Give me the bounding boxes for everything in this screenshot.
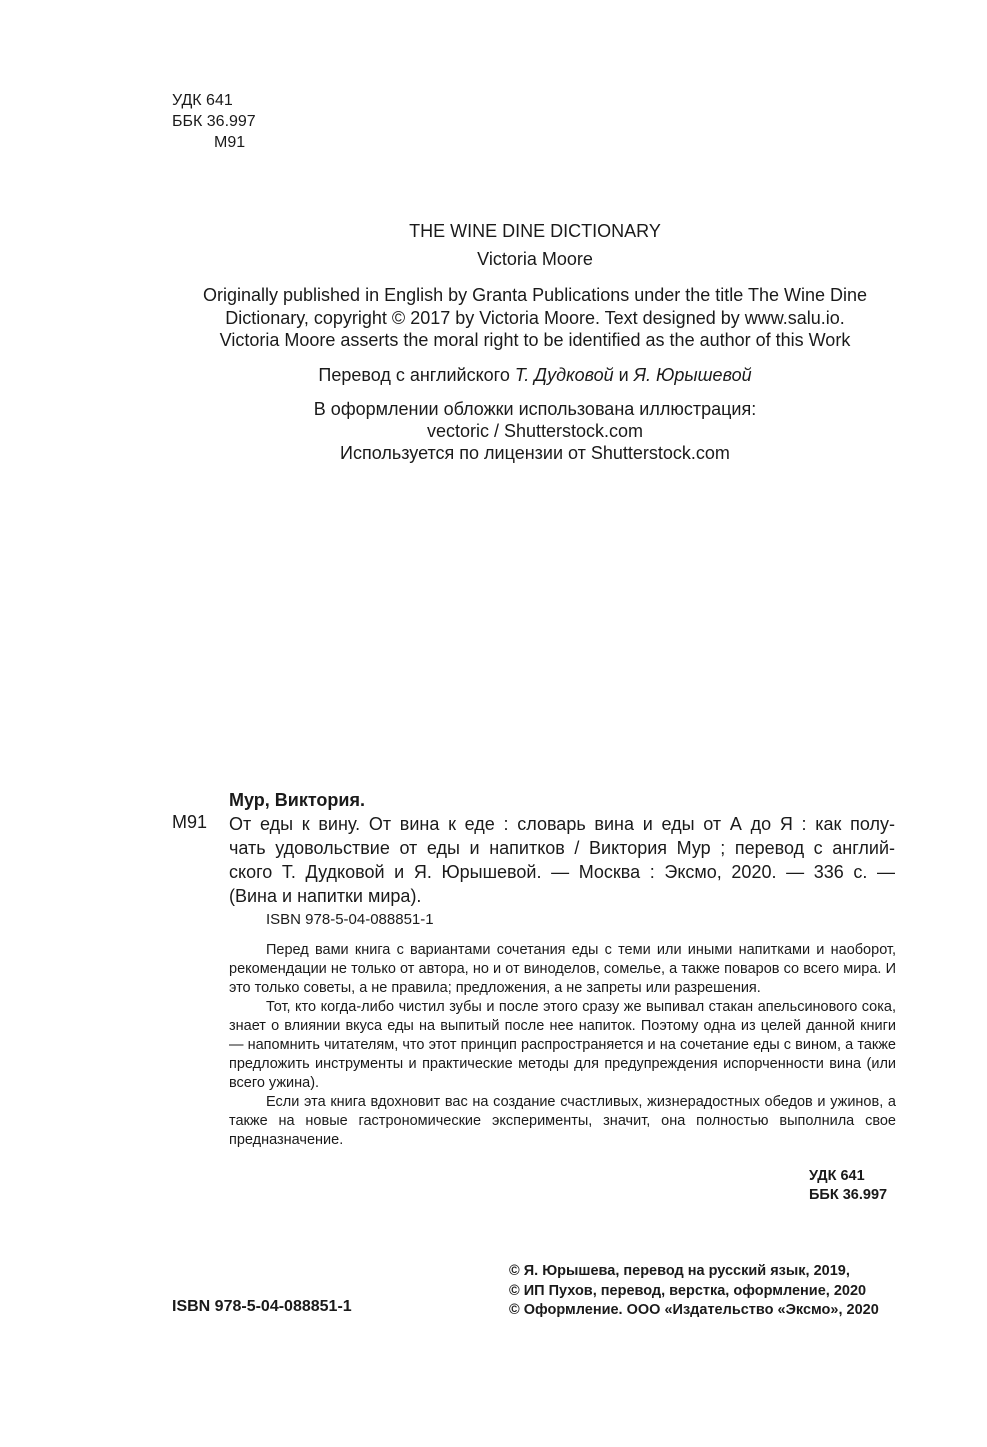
annotation-paragraph: Тот, кто когда-либо чистил зубы и после этого сразу же выпивал стакан апельсинового сока, знает о влиянии вкуса еды на выпитый после нее напиток. Поэтому одна из целей данной книги — напомнить читателям, что этот принцип распространяется и на сочетание еды с вином, а также предложить инструменты и практические методы для предупреждения испорченности вина (или всего ужина). (229, 999, 896, 1091)
reference-author: Мур, Виктория. (229, 790, 365, 810)
reference-line: От еды к вину. От вина к еде : словарь вина и еды от А до Я : как полу- (229, 814, 895, 834)
publication-line: Victoria Moore asserts the moral right to be identified as the author of this Work (219, 330, 851, 350)
reference-line: (Вина и напитки мира). (229, 886, 422, 906)
copyright-notices (509, 1262, 879, 1321)
translator-1: Т. Дудковой (514, 365, 614, 385)
original-author: Victoria Moore (477, 249, 593, 269)
publication-line: Originally published in English by Granta Publications under the title The Wine Dine (202, 285, 868, 305)
original-title: THE WINE DINE DICTIONARY (409, 221, 661, 241)
reference-code: М91 (172, 812, 208, 832)
cover-note-line: В оформлении обложки использована иллюстрация: (313, 399, 757, 419)
bbk-code: ББК 36.997 (172, 113, 256, 130)
isbn: ISBN 978-5-04-088851-1 (172, 1298, 352, 1315)
translation-conjunction: и (613, 365, 634, 385)
copyright-line: © ИП Пухов, перевод, верстка, оформление, 2020 (509, 1282, 867, 1299)
translation-prefix: Перевод с английского (318, 365, 515, 385)
bottom-udk: УДК 641 (809, 1168, 865, 1184)
reference-isbn: ISBN 978-5-04-088851-1 (266, 911, 434, 928)
annotation-paragraph: Если эта книга вдохновит вас на создание счастливых, жизнерадостных обедов и ужинов, а также на новые гастрономические эксперименты, значит, она полностью выполнила свое предназначение. (229, 1094, 896, 1148)
bottom-classification (809, 1167, 887, 1205)
translation-credit (100, 365, 970, 386)
bibliographic-reference (229, 812, 895, 908)
classification-codes (172, 90, 256, 153)
cover-illustration-note (100, 398, 970, 464)
author-mark: М91 (214, 134, 246, 151)
reference-line: ского Т. Дудковой и Я. Юрышевой. — Москва : Эксмо, 2020. — 336 с. — (229, 862, 895, 882)
cover-note-line: vectoric / Shutterstock.com (426, 421, 644, 441)
cover-note-line: Используется по лицензии от Shutterstock.com (340, 443, 730, 463)
copyright-line: © Оформление. ООО «Издательство «Эксмо», 2020 (509, 1302, 879, 1318)
publication-notice (100, 284, 970, 352)
annotation (229, 941, 896, 1150)
reference-line: чать удовольствие от еды и напитков / Виктория Мур ; перевод с англий- (229, 838, 895, 858)
bottom-bbk: ББК 36.997 (809, 1187, 888, 1203)
annotation-paragraph: Перед вами книга с вариантами сочетания еды с теми или иными напитками и наоборот, рекомендации не только от автора, но и от виноделов, сомелье, а также поваров со всего мира. И это только советы, а не правила; предложения, а не запреты или разрешения. (229, 942, 896, 996)
translator-2: Я. Юрышевой (633, 365, 752, 385)
copyright-line: © Я. Юрышева, перевод на русский язык, 2019, (509, 1263, 850, 1279)
publication-line: Dictionary, copyright © 2017 by Victoria Moore. Text designed by www.salu.io. (225, 307, 845, 328)
udk-code: УДК 641 (172, 92, 233, 109)
